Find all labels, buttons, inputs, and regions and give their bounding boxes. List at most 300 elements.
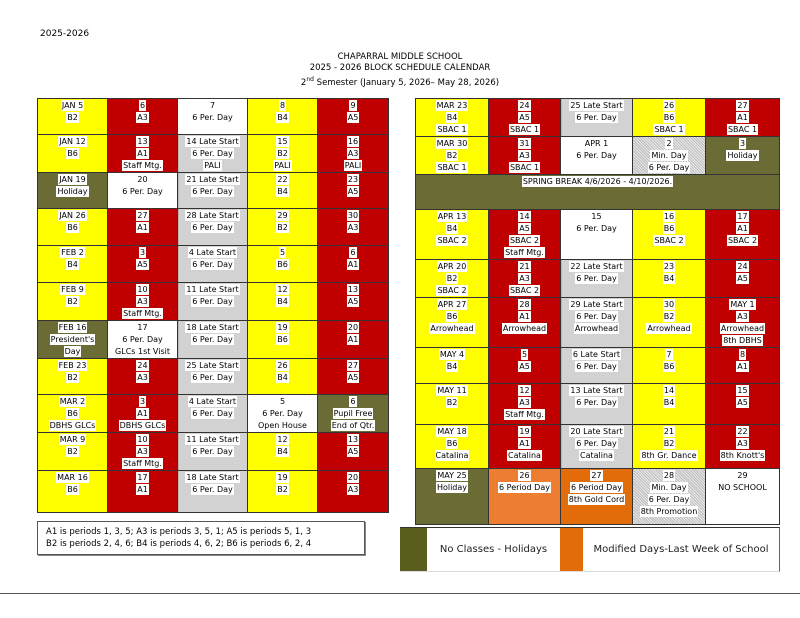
year-label: 2025-2026	[40, 29, 90, 39]
day-note: B2	[663, 439, 675, 448]
day-note: 6 Per. Day	[192, 223, 233, 232]
day-note: A1	[347, 335, 359, 344]
day-cell	[178, 359, 248, 395]
day-note: B4	[663, 274, 675, 283]
week-row	[38, 321, 389, 359]
day-cell	[248, 395, 318, 433]
day-cell	[108, 99, 178, 135]
week-row	[416, 137, 780, 175]
week-row	[38, 173, 389, 209]
day-note: PALI	[344, 161, 362, 170]
day-date: 8	[279, 101, 286, 110]
day-note: A1	[737, 362, 748, 371]
day-cell	[633, 425, 706, 469]
day-note: A1	[137, 149, 148, 158]
day-note: 6 Per. Day	[192, 409, 233, 418]
day-cell	[561, 348, 633, 384]
day-cell	[248, 173, 318, 209]
week-row	[416, 469, 780, 525]
day-cell	[416, 210, 489, 260]
day-date: APR 27	[437, 300, 467, 309]
day-date: 15	[591, 212, 602, 221]
day-cell	[706, 384, 780, 425]
day-date: 9	[350, 101, 356, 110]
day-date: 25 Late Start	[186, 361, 239, 370]
day-cell	[178, 283, 248, 321]
week-row	[416, 175, 780, 210]
spring-break-label: SPRING BREAK 4/6/2026 - 4/10/2026.	[522, 177, 673, 186]
day-note: 6 Per. Day	[122, 335, 163, 344]
day-note: 6 Per. Day	[576, 113, 617, 122]
day-date: 25 Late Start	[570, 101, 623, 110]
day-date: 22	[737, 427, 748, 436]
week-row	[416, 348, 780, 384]
day-note: 6 Per. Day	[576, 362, 617, 371]
day-note: SBAC 2	[437, 236, 467, 245]
holiday-legend-label: No Classes - Holidays	[439, 544, 548, 555]
day-note: SBAC 2	[509, 286, 540, 295]
day-date: 22	[277, 175, 288, 184]
week-row	[416, 425, 780, 469]
day-cell	[38, 321, 108, 359]
day-cell	[318, 395, 389, 433]
day-cell	[318, 246, 389, 283]
day-date: 6	[350, 248, 356, 257]
day-note: Arrowhead	[720, 324, 765, 333]
day-note: Holiday	[727, 151, 758, 160]
day-date: 4 Late Start	[188, 397, 237, 406]
day-cell	[248, 135, 318, 173]
day-cell	[416, 348, 489, 384]
day-date: 6	[350, 397, 356, 406]
day-note: 6 Per. Day	[192, 113, 233, 122]
day-date: 27	[137, 211, 148, 220]
day-cell	[318, 471, 389, 513]
week-row	[38, 135, 389, 173]
day-note: SBAC 1	[437, 163, 467, 172]
day-note: B4	[277, 373, 288, 382]
day-date: 30	[663, 300, 675, 309]
day-note: B2	[446, 274, 458, 283]
day-date: APR 13	[437, 212, 467, 221]
day-date: 26	[663, 101, 675, 110]
day-date: 18 Late Start	[186, 473, 239, 482]
day-cell	[706, 425, 780, 469]
day-note: PALI	[274, 161, 291, 170]
day-date: MAR 16	[57, 473, 88, 482]
day-note: 6 Per. Day	[192, 187, 233, 196]
day-note: A3	[737, 312, 748, 321]
day-date: 17	[137, 473, 148, 482]
day-date: 5	[279, 248, 286, 257]
day-note: 6 Per. Day	[262, 409, 303, 418]
day-note: B6	[277, 260, 288, 269]
semester-range: 2nd Semester (January 5, 2026– May 28, 2026)	[300, 76, 500, 88]
day-note: A5	[347, 187, 359, 196]
day-note: Pupil Free	[333, 409, 373, 418]
day-date: 19	[277, 323, 288, 332]
day-note: 8th Promotion	[640, 507, 698, 516]
day-note: B2	[277, 223, 288, 232]
day-date: 14	[663, 386, 675, 395]
day-date: 11 Late Start	[186, 285, 239, 294]
day-date: 13	[347, 285, 359, 294]
day-note: End of Qtr.	[331, 421, 375, 430]
day-date: 7	[666, 350, 672, 359]
day-note: A1	[519, 439, 530, 448]
day-note: B4	[277, 297, 288, 306]
day-note: B4	[446, 224, 458, 233]
day-note: NO SCHOOL	[718, 483, 767, 492]
day-cell	[38, 471, 108, 513]
day-note: Min. Day	[651, 151, 687, 160]
day-date: 20	[137, 175, 148, 184]
day-note: SBAC 2	[727, 236, 758, 245]
day-date: 6	[139, 101, 146, 110]
day-note: 6 Per. Day	[192, 447, 233, 456]
day-cell	[489, 99, 561, 137]
day-date: 8	[739, 350, 746, 359]
holiday-swatch	[400, 528, 427, 571]
day-date: 20 Late Start	[570, 427, 623, 436]
day-cell	[633, 260, 706, 298]
school-name: CHAPARRAL MIDDLE SCHOOL	[337, 52, 463, 62]
day-cell	[108, 135, 178, 173]
day-cell	[489, 298, 561, 348]
day-date: 23	[663, 262, 675, 271]
day-note: B2	[67, 113, 78, 122]
day-date: MAY 11	[437, 386, 467, 395]
day-cell	[633, 348, 706, 384]
day-cell	[416, 298, 489, 348]
day-date: FEB 23	[58, 361, 87, 370]
week-row	[38, 283, 389, 321]
modified-day-swatch	[560, 528, 583, 571]
day-note: A1	[519, 312, 530, 321]
day-date: 27	[347, 361, 359, 370]
day-cell	[489, 210, 561, 260]
day-note: B6	[67, 485, 78, 494]
day-note: SBAC 1	[509, 163, 540, 172]
day-date: 27	[591, 471, 602, 480]
day-cell	[318, 209, 389, 246]
day-date: 12	[277, 285, 288, 294]
day-date: 27	[737, 101, 748, 110]
day-date: APR 20	[437, 262, 467, 271]
day-cell	[178, 321, 248, 359]
day-cell	[108, 246, 178, 283]
day-note: B6	[67, 149, 78, 158]
day-note: SBAC 1	[437, 125, 467, 134]
day-note: GLCs 1st Visit	[115, 347, 170, 356]
day-date: MAY 1	[730, 300, 755, 309]
color-legend	[400, 527, 780, 572]
day-note: B2	[446, 151, 458, 160]
day-note: A3	[137, 373, 148, 382]
day-note: B4	[446, 362, 458, 371]
day-cell	[108, 359, 178, 395]
day-cell	[416, 425, 489, 469]
day-note: SBAC 2	[437, 286, 467, 295]
day-cell	[178, 395, 248, 433]
day-date: 12	[277, 435, 288, 444]
day-date: 17	[737, 212, 748, 221]
day-date: 3	[139, 397, 146, 406]
day-note: A3	[347, 149, 359, 158]
day-note: Staff Mtg.	[123, 459, 162, 468]
day-cell	[706, 99, 780, 137]
day-date: MAR 2	[59, 397, 86, 406]
week-row	[416, 298, 780, 348]
day-cell	[38, 209, 108, 246]
week-row	[38, 209, 389, 246]
day-cell	[489, 260, 561, 298]
day-cell	[489, 469, 561, 525]
day-note: A5	[519, 113, 530, 122]
day-note: 6 Per. Day	[192, 335, 233, 344]
day-note: A3	[347, 223, 359, 232]
day-date: 10	[137, 435, 148, 444]
day-note: 6 Per. Day	[576, 312, 617, 321]
day-cell	[38, 99, 108, 135]
day-cell	[38, 135, 108, 173]
day-date: 11 Late Start	[186, 435, 239, 444]
week-row	[416, 260, 780, 298]
day-note: 6 Per. Day	[576, 224, 617, 233]
day-note: 6 Per. Day	[192, 260, 233, 269]
day-cell	[706, 137, 780, 175]
day-cell	[38, 395, 108, 433]
day-cell	[178, 433, 248, 471]
day-cell	[248, 359, 318, 395]
day-cell	[416, 260, 489, 298]
day-note: 6 Per. Day	[576, 398, 617, 407]
day-cell	[633, 137, 706, 175]
calendar-table-right	[415, 98, 780, 525]
day-note: Staff Mtg.	[123, 161, 162, 170]
day-date: 3	[739, 139, 746, 148]
calendar-table-left	[37, 98, 389, 513]
day-note: Staff Mtg.	[505, 410, 544, 419]
day-cell	[416, 469, 489, 525]
day-note: A1	[137, 409, 148, 418]
day-note: A3	[347, 485, 359, 494]
day-cell	[108, 173, 178, 209]
day-note: SBAC 1	[727, 125, 758, 134]
day-cell	[633, 210, 706, 260]
day-date: MAR 23	[436, 101, 468, 110]
day-note: A5	[737, 398, 748, 407]
day-cell	[248, 321, 318, 359]
day-note: B2	[67, 297, 78, 306]
day-note: 8th Knott's	[720, 451, 765, 460]
week-row	[416, 384, 780, 425]
week-row	[38, 246, 389, 283]
day-date: 14	[519, 212, 530, 221]
day-note: 6 Per. Day	[576, 151, 617, 160]
day-date: 26	[277, 361, 288, 370]
day-note: A5	[519, 362, 530, 371]
day-note: B6	[663, 113, 675, 122]
day-note: 6 Per. Day	[576, 274, 617, 283]
day-date: MAY 18	[437, 427, 467, 436]
day-date: 3	[139, 248, 146, 257]
day-cell	[248, 283, 318, 321]
day-note: B6	[663, 362, 675, 371]
day-note: DBHS GLCs	[49, 421, 96, 430]
day-cell	[561, 99, 633, 137]
day-note: A5	[347, 297, 359, 306]
day-note: Open House	[258, 421, 307, 430]
day-note: Min. Day	[651, 483, 687, 492]
day-cell	[318, 173, 389, 209]
day-date: 13 Late Start	[570, 386, 623, 395]
day-cell	[633, 298, 706, 348]
day-cell	[178, 135, 248, 173]
day-note: B2	[446, 398, 458, 407]
day-date: 16	[347, 137, 359, 146]
day-date: 7	[209, 101, 216, 110]
day-cell	[706, 298, 780, 348]
day-note: A5	[347, 447, 359, 456]
day-note: Catalina	[435, 451, 469, 460]
day-date: 24	[519, 101, 530, 110]
day-date: 2	[666, 139, 672, 148]
day-cell	[178, 99, 248, 135]
day-cell	[38, 246, 108, 283]
day-note: 8th Gold Cord	[568, 495, 625, 504]
day-date: 12	[519, 386, 530, 395]
day-note: B6	[446, 439, 458, 448]
day-note: 6 Per. Day	[192, 373, 233, 382]
day-date: 20	[347, 473, 359, 482]
day-date: MAR 9	[59, 435, 86, 444]
day-note: 6 Per. Day	[576, 439, 617, 448]
day-note: 6 Per. Day	[192, 149, 233, 158]
day-cell	[633, 469, 706, 525]
day-note: 6 Period Day	[499, 483, 550, 492]
footer-divider	[0, 593, 800, 594]
week-row	[38, 359, 389, 395]
day-note: President's	[50, 335, 95, 344]
day-note: SBAC 2	[509, 236, 540, 245]
day-date: 21 Late Start	[186, 175, 239, 184]
day-date: 21	[519, 262, 530, 271]
day-cell	[489, 425, 561, 469]
day-note: A3	[137, 447, 148, 456]
day-note: B6	[277, 335, 288, 344]
day-note: 6 Per. Day	[648, 163, 690, 172]
day-cell	[248, 209, 318, 246]
day-date: 31	[519, 139, 530, 148]
day-date: 19	[519, 427, 530, 436]
day-note: Catalina	[508, 451, 541, 460]
spring-break-banner	[416, 175, 780, 210]
day-date: FEB 2	[61, 248, 84, 257]
day-cell	[38, 433, 108, 471]
day-cell	[706, 348, 780, 384]
day-date: 13	[347, 435, 359, 444]
day-note: Staff Mtg.	[505, 248, 544, 257]
day-note: B6	[663, 224, 675, 233]
day-cell	[318, 99, 389, 135]
day-cell	[248, 433, 318, 471]
day-note: A5	[137, 260, 148, 269]
day-note: A5	[347, 113, 359, 122]
day-cell	[706, 210, 780, 260]
day-note: A1	[737, 113, 748, 122]
day-cell	[178, 471, 248, 513]
day-cell	[561, 384, 633, 425]
day-note: A1	[137, 223, 148, 232]
week-row	[38, 395, 389, 433]
day-cell	[38, 283, 108, 321]
day-cell	[38, 173, 108, 209]
day-cell	[108, 283, 178, 321]
day-note: B2	[67, 373, 78, 382]
day-note: A1	[347, 260, 359, 269]
day-date: 5	[521, 350, 528, 359]
day-note: 8th Gr. Dance	[641, 451, 697, 460]
day-cell	[416, 137, 489, 175]
day-date: 29	[737, 471, 748, 480]
day-note: Holiday	[57, 187, 88, 196]
day-note: A1	[737, 224, 748, 233]
block-period-key	[37, 521, 365, 555]
day-note: B2	[277, 485, 288, 494]
day-note: PALI	[204, 161, 221, 170]
day-note: B4	[277, 113, 288, 122]
day-note: B6	[67, 223, 78, 232]
day-date: 6 Late Start	[572, 350, 621, 359]
day-date: 18 Late Start	[186, 323, 239, 332]
day-date: JAN 26	[59, 211, 86, 220]
week-row	[416, 99, 780, 137]
day-note: B4	[67, 260, 78, 269]
day-note: A3	[737, 439, 748, 448]
day-date: 30	[347, 211, 359, 220]
day-note: SBAC 2	[654, 236, 684, 245]
week-row	[416, 210, 780, 260]
day-date: FEB 9	[61, 285, 84, 294]
day-date: 14 Late Start	[186, 137, 239, 146]
day-cell	[318, 135, 389, 173]
day-date: 24	[137, 361, 148, 370]
day-date: 16	[663, 212, 675, 221]
day-date: JAN 5	[61, 101, 84, 110]
day-note: B4	[663, 398, 675, 407]
day-date: APR 1	[584, 139, 609, 148]
day-date: 4 Late Start	[188, 248, 237, 257]
day-date: 5	[279, 397, 286, 406]
day-cell	[489, 137, 561, 175]
day-note: Arrowhead	[574, 324, 619, 333]
day-note: Staff Mtg.	[123, 309, 162, 318]
day-date: 24	[737, 262, 748, 271]
day-cell	[108, 471, 178, 513]
day-note: 6 Per. Day	[192, 297, 233, 306]
day-note: 8th DBHS	[723, 336, 762, 345]
day-date: JAN 12	[59, 137, 86, 146]
week-row	[38, 99, 389, 135]
day-cell	[108, 433, 178, 471]
day-date: 22 Late Start	[570, 262, 623, 271]
day-cell	[108, 209, 178, 246]
day-note: B2	[67, 447, 78, 456]
day-cell	[178, 246, 248, 283]
day-cell	[178, 173, 248, 209]
day-note: B2	[663, 312, 675, 321]
